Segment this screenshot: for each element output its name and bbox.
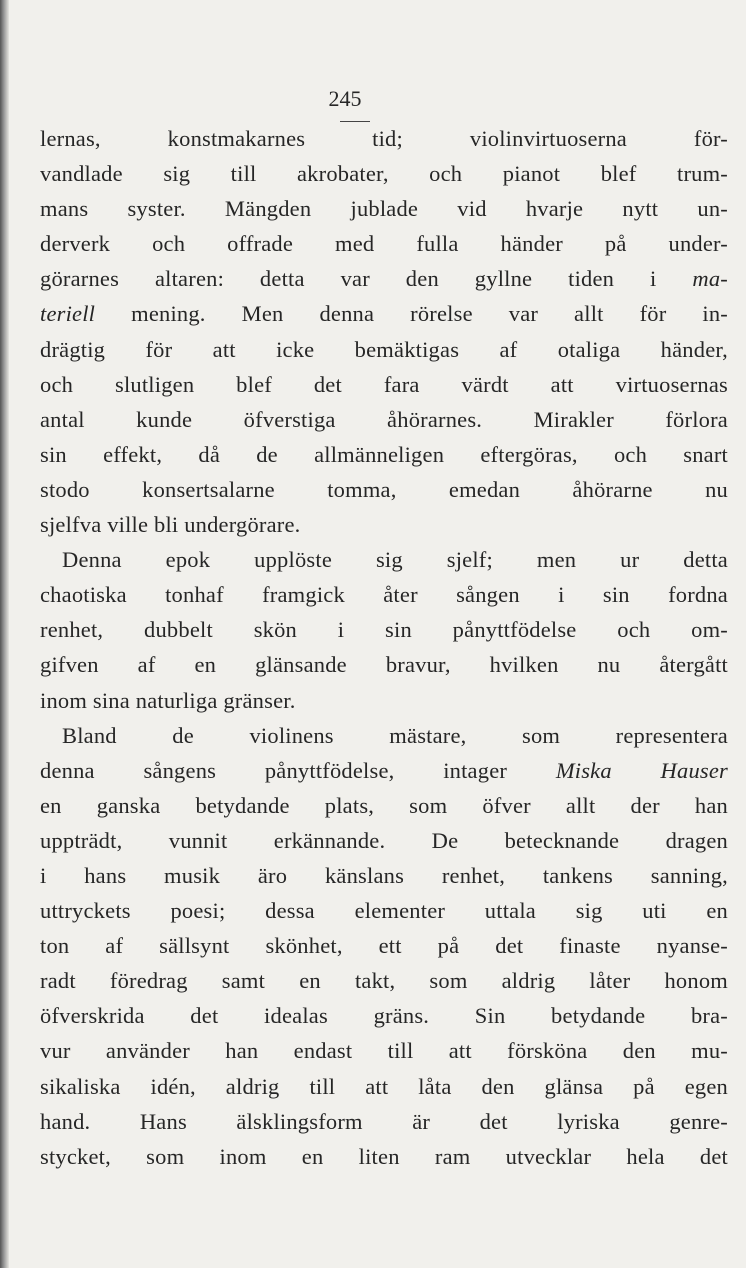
line-text: ton af sällsynt skönhet, ett på det finaste nyanse- [40,933,728,959]
page-number: 245 [328,86,362,111]
line-text: sikaliska idén, aldrig till att låta den glänsa på egen [40,1073,728,1099]
text-line [40,437,728,472]
text-line [40,718,728,753]
line-text: chaotiska tonhaf framgick åter sången i sin fordna [40,582,728,608]
line-text: sin effekt, då de allmänneligen eftergöras, och snart [40,441,728,467]
text-line [40,858,728,893]
text-line [40,191,728,226]
line-text: inom sina naturliga gränser. [40,687,296,713]
text-line [40,1139,728,1174]
italic-text: Miska Hauser [555,757,728,783]
line-text: och slutligen blef det fara värdt att virtuosernas [40,371,728,397]
line-text: drägtig för att icke bemäktigas af otaliga händer, [40,336,728,362]
text-line [40,507,728,542]
line-text: derverk och offrade med fulla händer på under- [40,231,728,257]
line-text: sjelfva ville bli undergörare. [40,512,301,538]
line-text: gifven af en glänsande bravur, hvilken nu återgått [40,652,728,678]
text-line [40,1069,728,1104]
line-text: hand. Hans älsklingsform är det lyriska genre- [40,1108,728,1134]
text-line [40,156,728,191]
text-line [40,753,728,788]
text-line [40,1104,728,1139]
binding-gutter-shadow [0,0,9,1268]
text-line [40,577,728,612]
text-line [40,402,728,437]
text-line [40,1033,728,1068]
line-text: vur använder han endast till att försköna den mu- [40,1038,728,1064]
line-text: uppträdt, vunnit erkännande. De betecknande dragen [40,827,728,853]
italic-text: ma- [692,266,728,292]
text-line [40,612,728,647]
line-text: renhet, dubbelt skön i sin pånyttfödelse och om- [40,617,728,643]
text-line [40,823,728,858]
line-text: görarnes altaren: detta var den gyllne tiden i [40,266,693,292]
line-text: en ganska betydande plats, som öfver allt der han [40,792,728,818]
text-line [40,332,728,367]
line-text: Denna epok upplöste sig sjelf; men ur detta [62,547,728,573]
text-line [40,788,728,823]
line-text: denna sångens pånyttfödelse, intager [40,757,556,783]
line-text: Bland de violinens mästare, som representera [62,722,728,748]
line-text: uttryckets poesi; dessa elementer uttala sig uti en [40,898,728,924]
line-text: öfverskrida det idealas gräns. Sin betydande bra- [40,1003,728,1029]
text-line [40,542,728,577]
line-text: i hans musik äro känslans renhet, tankens sanning, [40,862,728,888]
text-line [40,367,728,402]
line-text: mans syster. Mängden jublade vid hvarje nytt un- [40,196,728,222]
text-line [40,963,728,998]
line-text: vandlade sig till akrobater, och pianot blef trum- [40,161,728,187]
line-text: radt föredrag samt en takt, som aldrig låter honom [40,968,728,994]
line-text: stodo konsertsalarne tomma, emedan åhörarne nu [40,476,728,502]
text-line [40,647,728,682]
text-line [40,928,728,963]
text-line [40,226,728,261]
line-text: lernas, konstmakarnes tid; violinvirtuoserna för- [40,126,728,151]
body-text [40,121,728,1174]
line-text: stycket, som inom en liten ram utvecklar hela det [40,1143,728,1169]
line-text: mening. Men denna rörelse var allt för in- [95,301,728,327]
text-line [40,683,728,718]
text-line [40,261,728,296]
text-line [40,472,728,507]
text-line [40,998,728,1033]
italic-text: teriell [40,301,96,327]
text-line [40,296,728,331]
text-line [40,893,728,928]
text-line [40,121,728,156]
line-text: antal kunde öfverstiga åhörarnes. Mirakler förlora [40,406,728,432]
